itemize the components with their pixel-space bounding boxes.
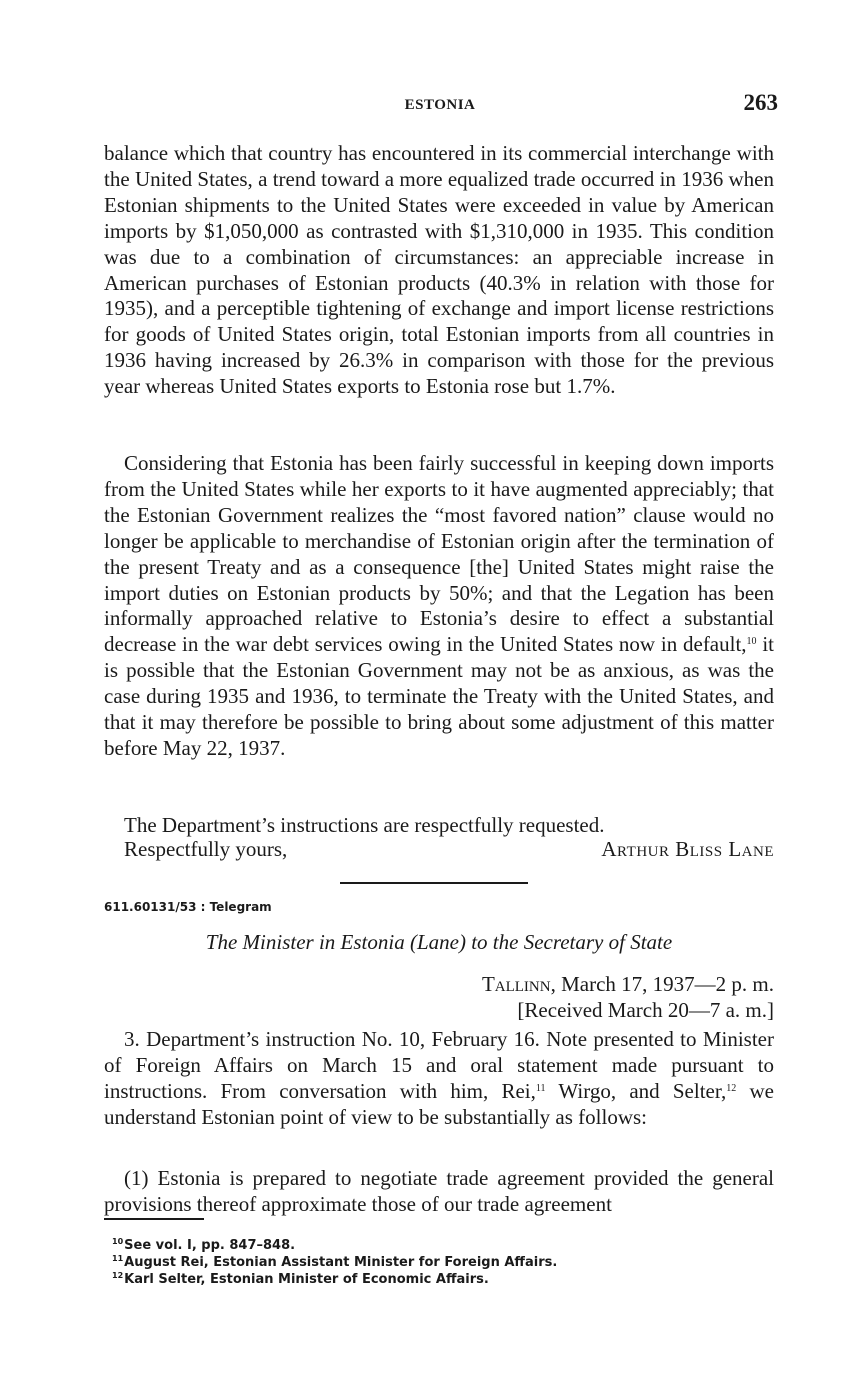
footnotes bbox=[112, 1237, 772, 1288]
paragraph-telegram-point-1 bbox=[104, 1166, 774, 1218]
footnote-divider bbox=[104, 1218, 204, 1220]
paragraph-text: (1) Estonia is prepared to negotiate trade agreement provided the general provisions thereof approximate those of our trade agreement bbox=[104, 1166, 774, 1216]
running-head: ESTONIA bbox=[404, 97, 476, 113]
footnote bbox=[112, 1254, 772, 1271]
closing-line bbox=[124, 837, 774, 862]
paragraph-text: balance which that country has encountered in its commercial interchange with the United States, a trend toward a more equalized trade occurred in 1936 when Estonian shipments to the United States were exceeded in value by American imports by $1,050,000 as contrasted with $1,310,000 in 1935. This condition was due to a combination of circumstances: an appreciable increase in American purchases of Estonian products (40.3% in relation with those for 1935), and a perceptible tightening of exchange and import license restrictions for goods of United States origin, total Estonian imports from all countries in 1936 having increased by 26.3% in comparison with those for the previous year whereas United States exports to Estonia rose but 1.7%. bbox=[104, 141, 774, 399]
footnote-text: Karl Selter, Estonian Minister of Economic Affairs. bbox=[124, 1272, 489, 1287]
place-name: Tallinn, bbox=[481, 972, 556, 996]
page-number: 263 bbox=[743, 90, 778, 115]
paragraph-request bbox=[104, 813, 774, 839]
footnote-number: 12 bbox=[112, 1271, 124, 1280]
document-heading: The Minister in Estonia (Lane) to the Secretary of State bbox=[205, 930, 673, 954]
paragraph-continuation bbox=[104, 141, 774, 400]
footnote-text: See vol. I, pp. 847–848. bbox=[124, 1238, 296, 1253]
dateline bbox=[300, 971, 774, 1023]
footnote-number: 11 bbox=[112, 1254, 124, 1263]
footnote-ref[interactable]: 11 bbox=[535, 1082, 546, 1094]
received-date: [Received March 20—7 a. m.] bbox=[517, 998, 774, 1022]
paragraph-telegram-3 bbox=[104, 1027, 774, 1131]
section-divider bbox=[340, 882, 528, 884]
paragraph-text: we understand Estonian point of view to be substantially as follows: bbox=[104, 1078, 775, 1129]
footnote bbox=[112, 1237, 772, 1254]
paragraph-considering bbox=[104, 451, 774, 762]
paragraph-text: 3. Department’s instruction No. 10, February 16. Note presented to Minister of Foreign Affairs on March 15 and oral statement made pursuant to instructions. From conversation with him, Rei, bbox=[104, 1027, 774, 1103]
footnote-number: 10 bbox=[112, 1237, 124, 1246]
footnote-ref[interactable]: 10 bbox=[746, 636, 757, 648]
footnote-text: August Rei, Estonian Assistant Minister for Foreign Affairs. bbox=[124, 1255, 558, 1270]
footnote bbox=[112, 1271, 772, 1288]
paragraph-text: it is possible that the Estonian Government may not be as anxious, as was the case during 1935 and 1936, to terminate the Treaty with the United States, and that it may therefore be possible to bring about some adjustment of this matter before May 22, 1937. bbox=[104, 632, 774, 760]
paragraph-text: The Department’s instructions are respectfully requested. bbox=[124, 813, 605, 837]
file-reference: 611.60131/53 : Telegram bbox=[104, 900, 272, 914]
sent-date: March 17, 1937—2 p. m. bbox=[555, 972, 774, 996]
salutation: Respectfully yours, bbox=[124, 837, 288, 861]
footnote-ref[interactable]: 12 bbox=[726, 1082, 737, 1094]
paragraph-text: Wirgo, and Selter, bbox=[545, 1078, 727, 1103]
signature: Arthur Bliss Lane bbox=[601, 837, 774, 861]
paragraph-text: Considering that Estonia has been fairly successful in keeping down imports from the United States while her exports to it have augmented appreciably; that the Estonian Government realizes the “most favored nation” clause would no longer be applicable to merchandise of Estonian origin after the termination of the present Treaty and as a consequence [the] United States might raise the import duties on Estonian products by 50%; and that the Legation has been informally approached relative to Estonia’s desire to effect a substantial decrease in the war debt services owing in the United States now in default, bbox=[104, 451, 774, 657]
